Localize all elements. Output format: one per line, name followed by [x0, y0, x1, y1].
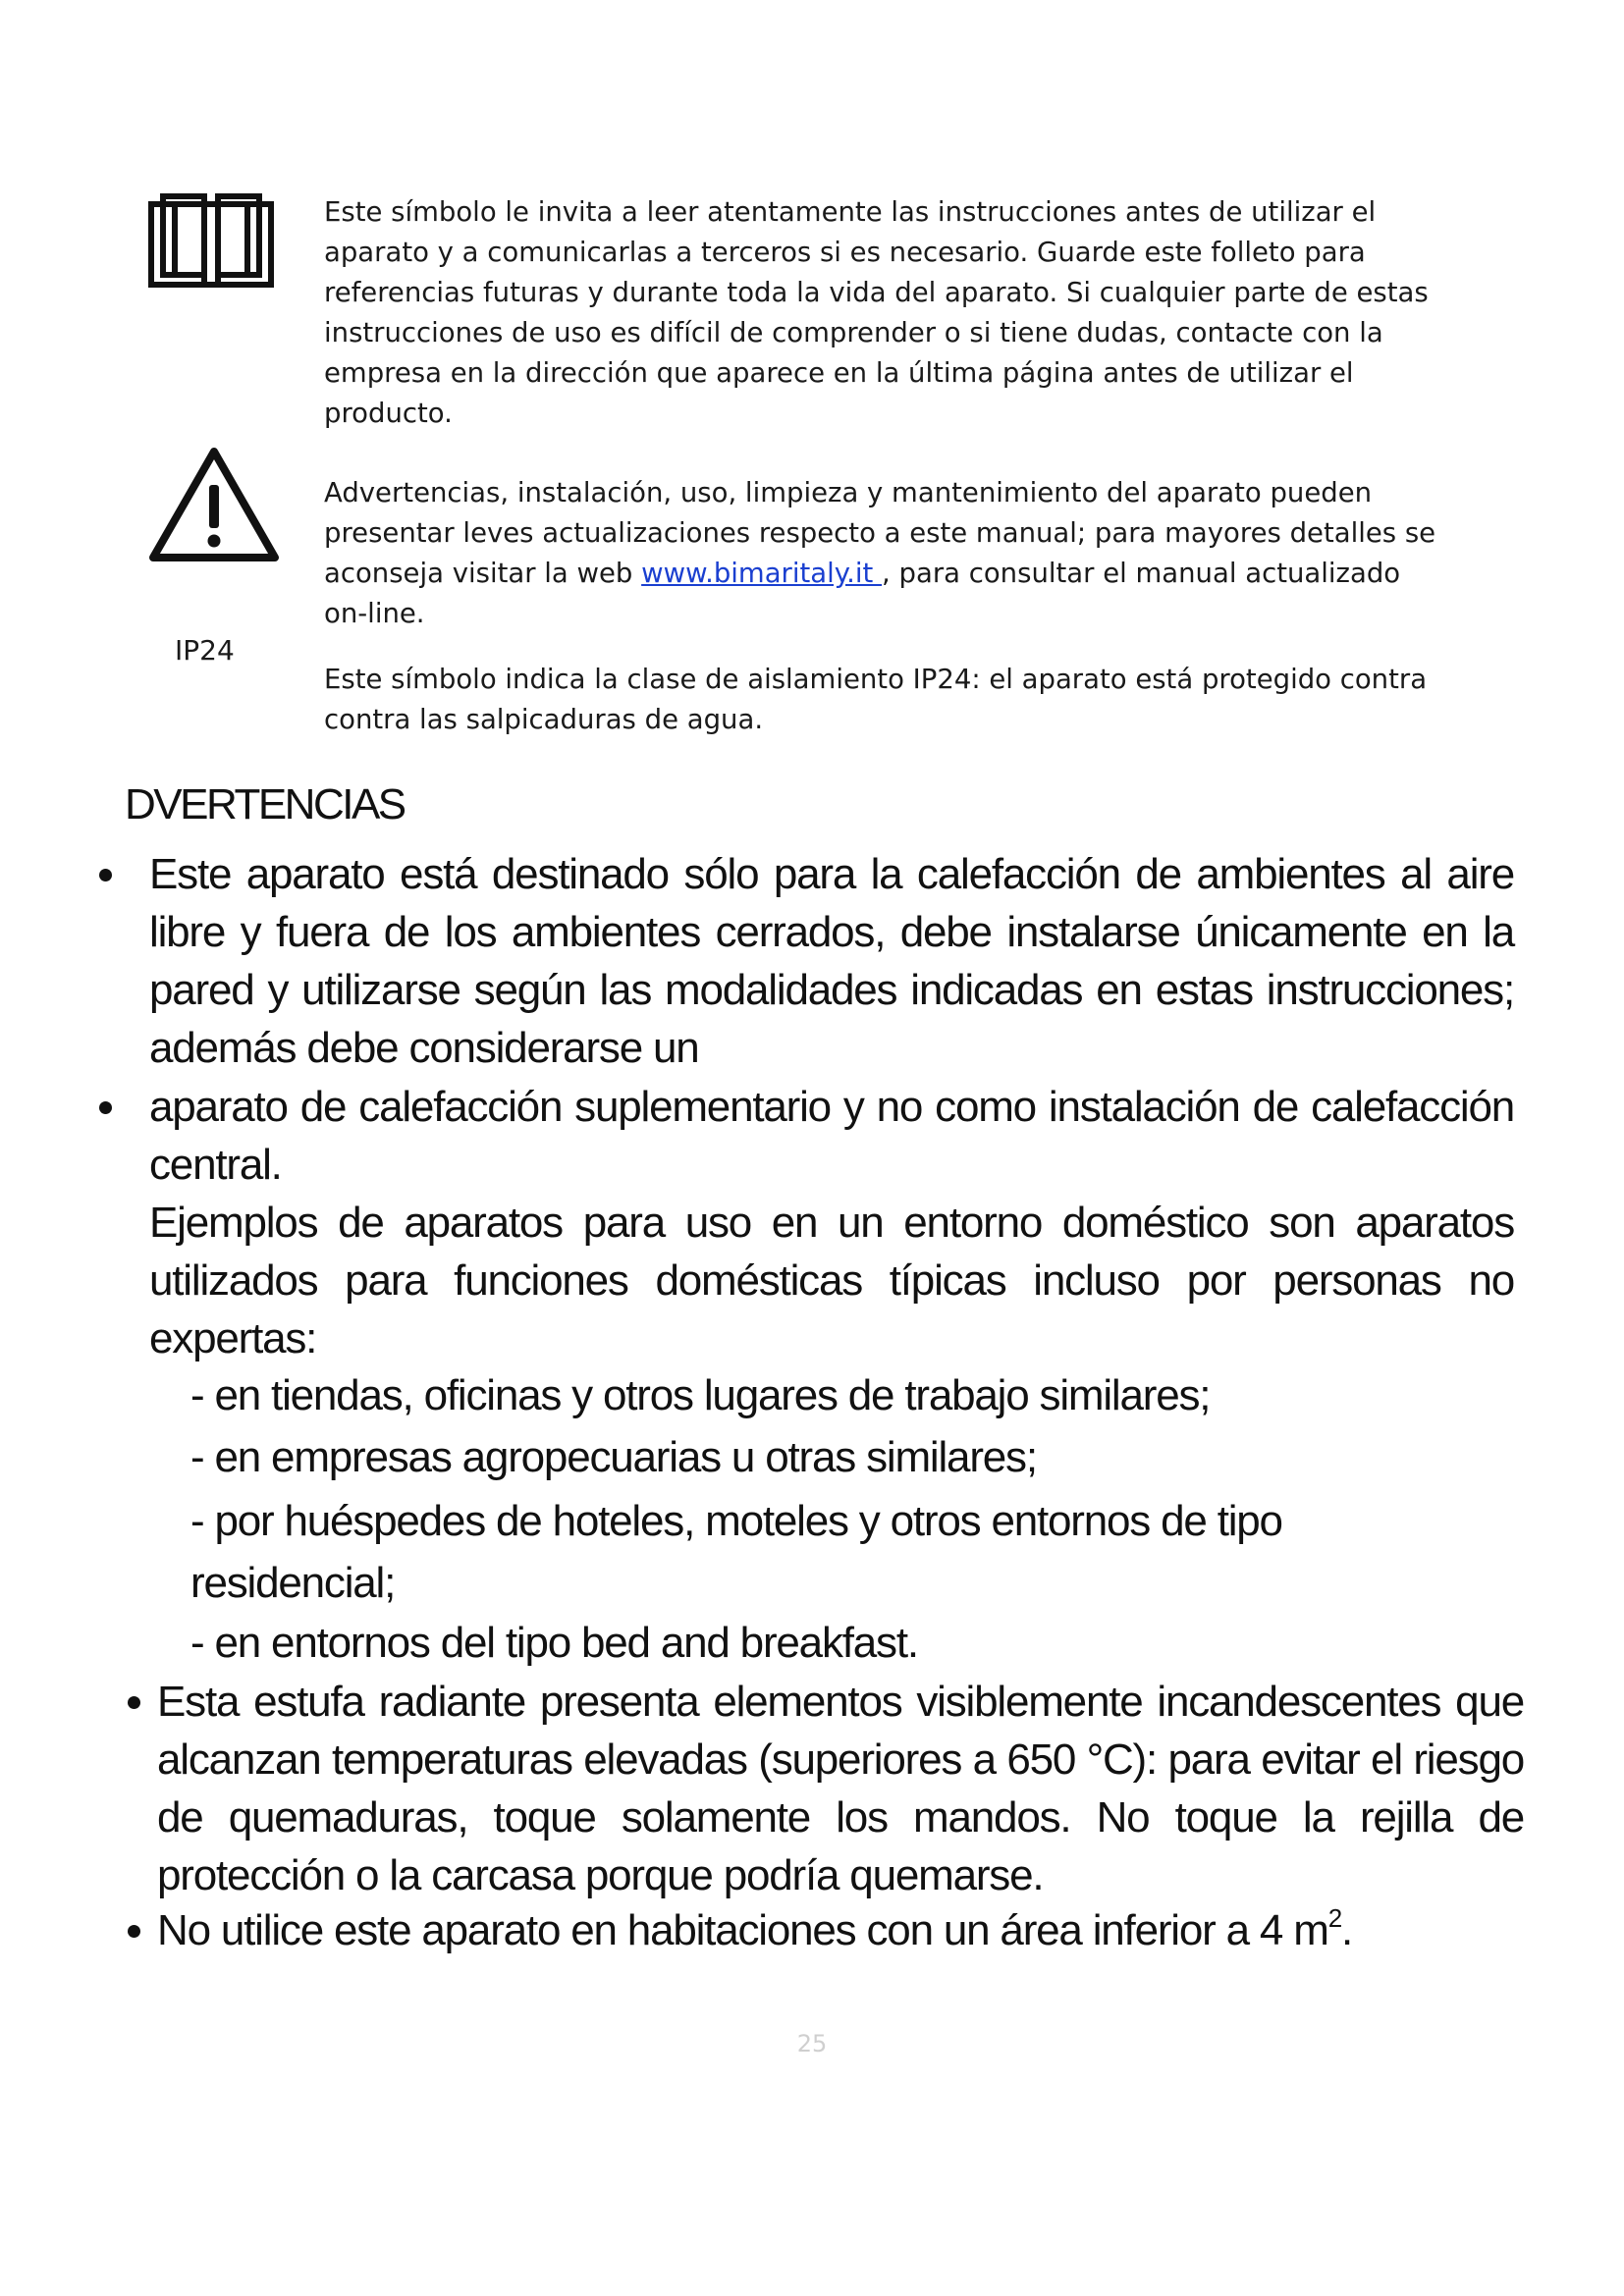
examples-intro [149, 1194, 1514, 1367]
bullet-hot-surfaces [157, 1673, 1524, 1904]
bullet-room-area-end: . [1340, 1906, 1352, 1954]
example-item: - en entornos del tipo bed and breakfast. [190, 1619, 918, 1667]
bullet-text: aparato de calefacción suplementario y no como instalación de calefacción central. [149, 1083, 1514, 1189]
warning-symbol-text [324, 473, 1443, 634]
ip24-label: IP24 [175, 634, 235, 667]
bullet-text: Este aparato está destinado sólo para la calefacción de ambientes al aire libre y fuera de los ambientes cerrados, debe instalarse únicamente en la pared y utilizarse según las modalidades indicadas en estas instrucciones; además debe considerarse un [149, 850, 1514, 1072]
example-item: - en tiendas, oficinas y otros lugares de trabajo similares; [190, 1371, 1211, 1419]
example-item: - por huéspedes de hoteles, moteles y otros entornos de tipo residencial; [190, 1497, 1282, 1607]
book-icon [147, 192, 275, 291]
bullet-text: Esta estufa radiante presenta elementos visiblemente incandescentes que alcanzan temperaturas elevadas (superiores a 650 °C): para evitar el riesgo de quemaduras, toque solamente los mandos. No toque la rejilla de protección o la carcasa porque podría quemarse. [157, 1678, 1524, 1899]
square-superscript: 2 [1327, 1903, 1341, 1933]
examples-intro-text: Ejemplos de aparatos para uso en un entorno doméstico son aparatos utilizados para funciones domésticas típicas incluso por personas no expertas: [149, 1199, 1514, 1362]
bullet-dot [128, 1925, 140, 1938]
warning-text-end: , para consultar el manual actualizado on-line. [324, 558, 1401, 629]
bullet-room-area [157, 1901, 1524, 1959]
bullet-dot [128, 1696, 140, 1709]
bullet-text [157, 1901, 1524, 1959]
section-heading: DVERTENCIAS [125, 780, 405, 828]
bullet-dot [99, 1101, 112, 1114]
website-link[interactable]: www.bimaritaly.it [641, 558, 883, 589]
bullet-dot [99, 869, 112, 881]
book-symbol-text: Este símbolo le invita a leer atentamente las instrucciones antes de utilizar el aparato y a comunicarlas a terceros si es necesario. Guarde este folleto para referencias futuras y durante toda la vida del aparato. Si cualquier parte de estas instrucciones de uso es difícil de comprender o si tiene dudas, contacte con la empresa en la dirección que aparece en la última página antes de utilizar el producto. [324, 196, 1429, 429]
ip-symbol-text: Este símbolo indica la clase de aislamiento IP24: el aparato está protegido contra contra las salpicaduras de agua. [324, 664, 1428, 735]
warning-icon [147, 444, 281, 565]
page-number: 25 [796, 2030, 828, 2057]
example-item: - en empresas agropecuarias u otras similares; [190, 1433, 1037, 1481]
bullet-supplementary [149, 1078, 1514, 1194]
bullet-room-area-text: No utilice este aparato en habitaciones con un área inferior a 4 m [157, 1906, 1328, 1954]
bullet-outdoor-use [149, 845, 1514, 1077]
warning-text-start: Advertencias, instalación, uso, limpieza y mantenimiento del aparato pueden presentar leves actualizaciones respecto a este manual; para mayores detalles se aconseja visitar la web [324, 477, 1436, 589]
